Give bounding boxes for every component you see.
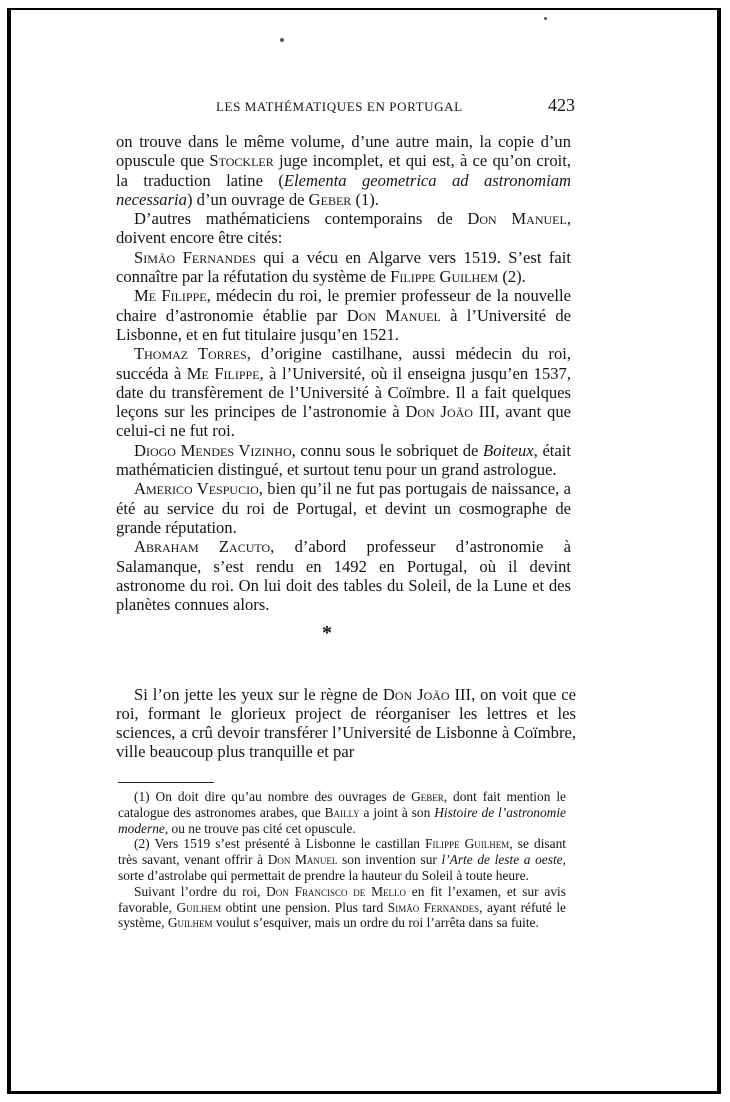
footnote-divider bbox=[118, 782, 214, 783]
footnote-2: (2) Vers 1519 s’est présenté à Lisbonne le castillan Filippe Guilhem, se disant très savant, venant offrir à Don Manuel son invention sur l’Arte de leste a oeste, sorte d’astrolabe qui permettait de prendre la hauteur du Soleil à toute heure. bbox=[118, 836, 566, 883]
paragraph-simao-fernandes: Simão Fernandes qui a vécu en Algarve vers 1519. S’est fait connaître par la réfutation du système de Filippe Guilhem (2). bbox=[116, 247, 571, 287]
ink-speck bbox=[544, 17, 547, 20]
running-head bbox=[120, 95, 580, 119]
footnote-2-continued: Suivant l’ordre du roi, Don Francisco de Mello en fit l’examen, et sur avis favorable, Guilhem obtint une pension. Plus tard Simão Fernandes, ayant réfuté le système, Guilhem voulut s’esquiver, mais un ordre du roi l’arrêta dans sa fuite. bbox=[118, 883, 566, 931]
ink-speck bbox=[280, 38, 284, 42]
paragraph-thomaz-torres: Thomaz Torres, d’origine castilhane, aussi médecin du roi, succéda à Me Filippe, à l’Université, où il enseigna jusqu’en 1537, date du transfèrement de l’Université à Coïmbre. Il a fait quelques leçons sur les principes de l’astronomie à Don João III, avant que celui-ci ne fut roi. bbox=[116, 344, 571, 441]
paragraph-filippe: Me Filippe, médecin du roi, le premier professeur de la nouvelle chaire d’astronomie établie par Don Manuel à l’Université de Lisbonne, et en fut titulaire jusqu’en 1521. bbox=[116, 286, 572, 344]
running-title: LES MATHÉMATIQUES EN PORTUGAL bbox=[216, 99, 463, 114]
paragraph-diogo-mendes: Diogo Mendes Vizinho, connu sous le sobriquet de Boiteux, était mathématicien distingué, et surtout tenu pour un grand astrologue. bbox=[116, 440, 572, 480]
paragraph-joao-iii: Si l’on jette les yeux sur le règne de Don João III, on voit que ce roi, formant le glorieux project de réorganiser les lettres et les sciences, a crû devoir transférer l’Université de Lisbonne à Coïmbre, ville beaucoup plus tranquille et par bbox=[116, 684, 576, 762]
paragraph-2: D’autres mathématiciens contemporains de Don Manuel, doivent encore être cités: bbox=[116, 209, 571, 248]
body-text bbox=[116, 132, 571, 614]
paragraph-americo-vespucio: Americo Vespucio, bien qu’il ne fut pas portugais de naissance, a été au service du roi de Portugal, et devint un cosmographe de grande réputation. bbox=[116, 479, 571, 537]
footnote-1: (1) On doit dire qu’au nombre des ouvrages de Geber, dont fait mention le catalogue des astronomes arabes, que Bailly a joint à son Histoire de l’astronomie moderne, ou ne trouve pas cité cet opuscule. bbox=[118, 789, 566, 836]
paragraph-abraham-zacuto: Abraham Zacuto, d’abord professeur d’astronomie à Salamanque, s’est rendu en 1492 en Portugal, où il devint astronome du roi. On lui doit des tables du Soleil, de la Lune et des planètes connues alors. bbox=[116, 537, 571, 615]
footnotes bbox=[118, 789, 566, 931]
section-ornament: * bbox=[322, 622, 332, 644]
paragraph-1: on trouve dans le même volume, d’une autre main, la copie d’un opuscule que Stockler juge incomplet, et qui est, à ce qu’on croit, la traduction latine (Elementa geometrica ad astronomiam necessaria) d’un ouvrage de Geber (1). bbox=[116, 132, 571, 209]
page-number: 423 bbox=[548, 95, 575, 115]
